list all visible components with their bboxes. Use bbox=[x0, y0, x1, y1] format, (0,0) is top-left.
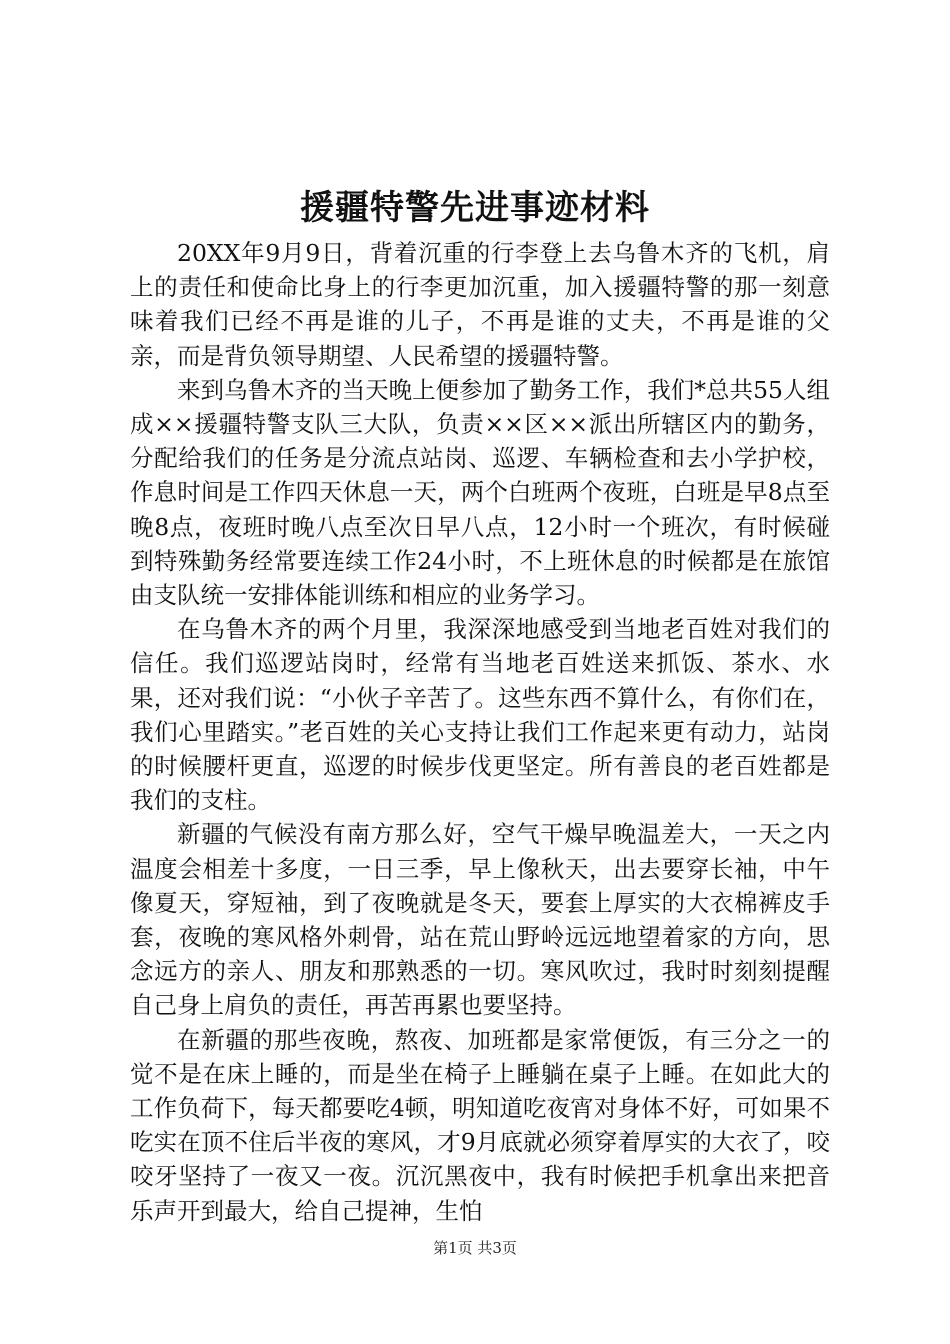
paragraph-2: 来到乌鲁木齐的当天晚上便参加了勤务工作，我们*总共55人组成××援疆特警支队三大队，负责××区××派出所辖区内的勤务，分配给我们的任务是分流点站岗、巡逻、车辆检查和去小学护校，作息时间是工作四天休息一天，两个白班两个夜班，白班是早8点至晚8点，夜班时晚八点至次日早八点，12小时一个班次，有时候碰到特殊勤务经常要连续工作24小时，不上班休息的时候都是在旅馆由支队统一安排体能训练和相应的业务学习。 bbox=[130, 375, 830, 610]
page-footer: 第1页 共3页 bbox=[433, 1239, 517, 1257]
paragraph-4: 新疆的气候没有南方那么好，空气干燥早晚温差大，一天之内温度会相差十多度，一日三季，早上像秋天，出去要穿长袖，中午像夏天，穿短袖，到了夜晚就是冬天，要套上厚实的大衣棉裤皮手套，夜晚的寒风格外刺骨，站在荒山野岭远远地望着家的方向，思念远方的亲人、朋友和那熟悉的一切。寒风吹过，我时时刻刻提醒自己身上肩负的责任，再苦再累也要坚持。 bbox=[130, 820, 830, 1020]
paragraph-5: 在新疆的那些夜晚，熬夜、加班都是家常便饭，有三分之一的觉不是在床上睡的，而是坐在椅子上睡躺在桌子上睡。在如此大的工作负荷下，每天都要吃4顿，明知道吃夜宵对身体不好，可如果不吃实在顶不住后半夜的寒风，才9月底就必须穿着厚实的大衣了，咬咬牙坚持了一夜又一夜。沉沉黑夜中，我有时候把手机拿出来把音乐声开到最大，给自己提神，生怕 bbox=[130, 1025, 830, 1225]
document-title: 援疆特警先进事迹材料 bbox=[300, 188, 650, 228]
document-body bbox=[130, 236, 830, 1228]
paragraph-3: 在乌鲁木齐的两个月里，我深深地感受到当地老百姓对我们的信任。我们巡逻站岗时，经常有当地老百姓送来抓饭、茶水、水果，还对我们说：“小伙子辛苦了。这些东西不算什么，有你们在，我们心里踏实。”老百姓的关心支持让我们工作起来更有动力，站岗的时候腰杆更直，巡逻的时候步伐更坚定。所有善良的老百姓都是我们的支柱。 bbox=[130, 615, 830, 815]
paragraph-1: 20XX年9月9日，背着沉重的行李登上去乌鲁木齐的飞机，肩上的责任和使命比身上的行李更加沉重，加入援疆特警的那一刻意味着我们已经不再是谁的儿子，不再是谁的丈夫，不再是谁的父亲，而是背负领导期望、人民希望的援疆特警。 bbox=[130, 239, 830, 370]
